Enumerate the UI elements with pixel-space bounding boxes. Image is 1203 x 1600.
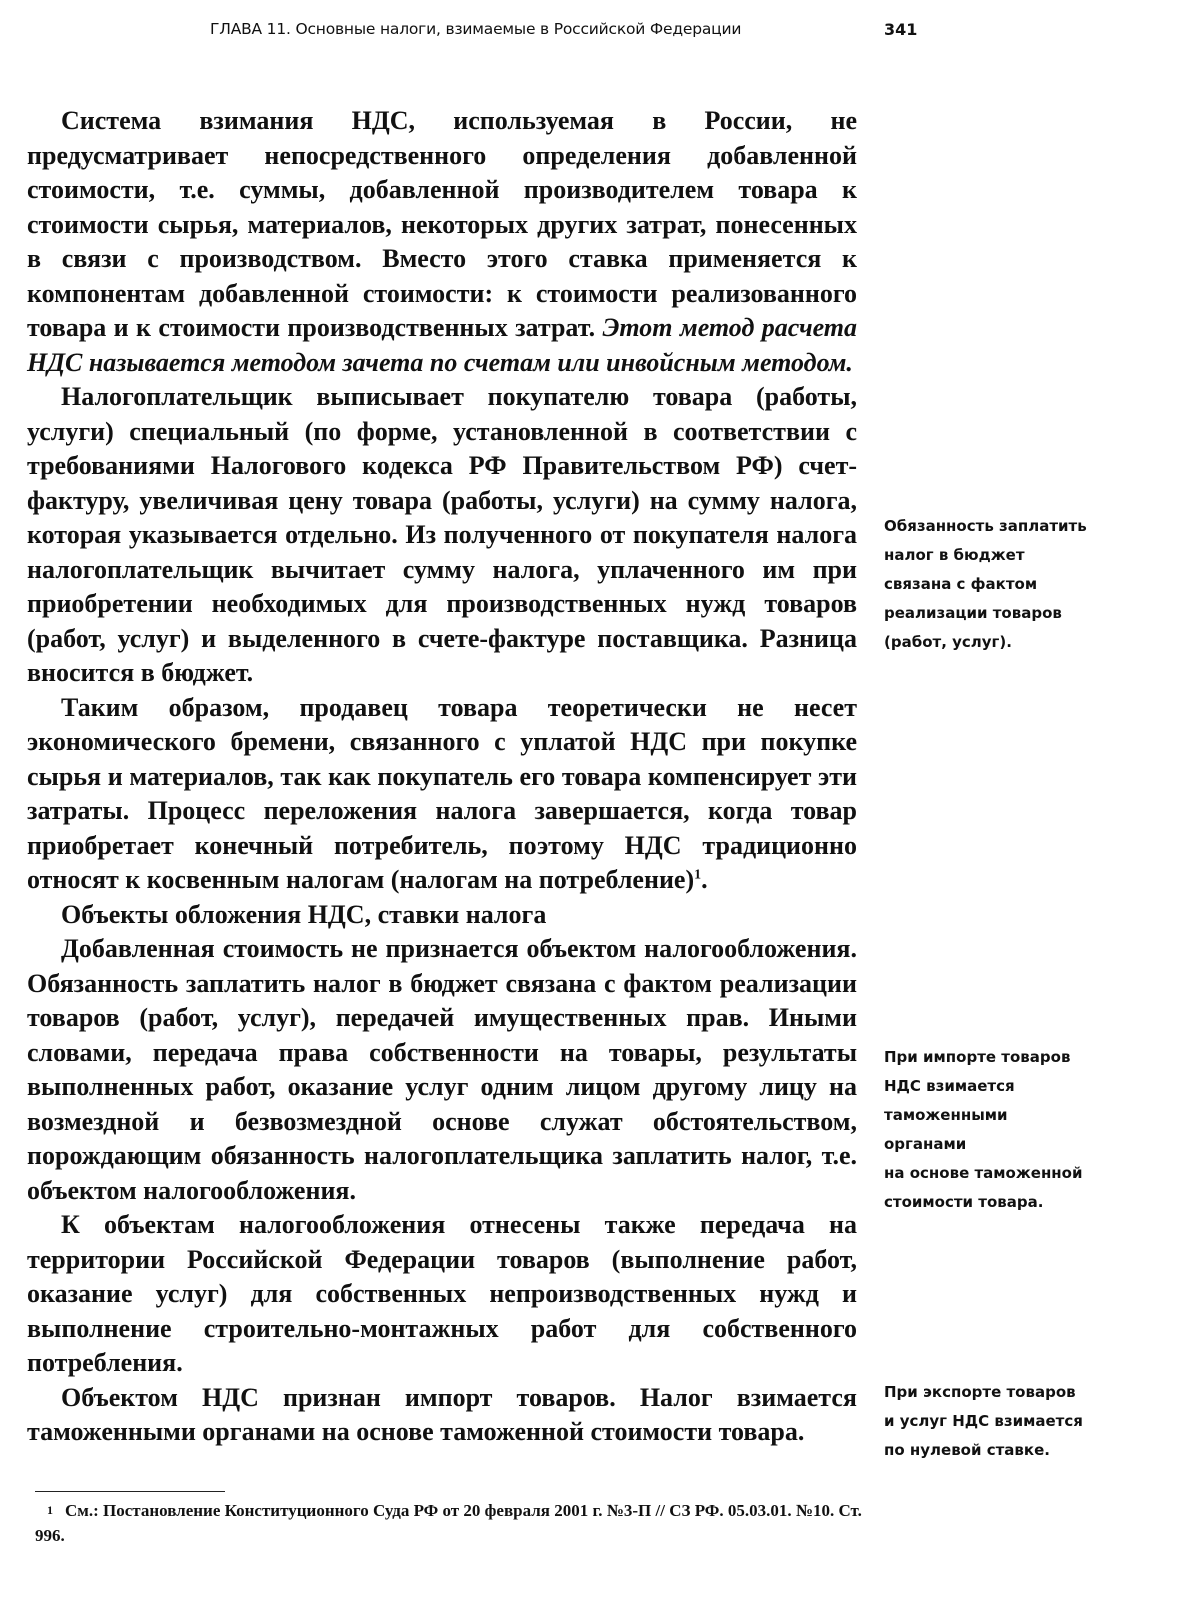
margin-note-3-text: При экспорте товаров и услуг НДС взимается по нулевой ставке. bbox=[884, 1383, 1083, 1459]
footnote bbox=[35, 1498, 865, 1548]
paragraph-1-text: Система взимания НДС, используемая в России, не предусматривает непосредственного определения добавленной стоимости, т.е. суммы, добавленной производителем товара к стоимости сырья, материалов, некоторых других затрат, понесенных в связи с производством. Вместо этого ставка применяется к компонентам добавленной стоимости: к стоимости реализованного товара и к стоимости производственных затрат. bbox=[27, 106, 857, 342]
paragraph-4: Добавленная стоимость не признается объектом налогообложения. Обязанность заплатить налог в бюджет связана с фактом реализации товаров (работ, услуг), передачей имущественных прав. Иными словами, передача права собственности на товары, результаты выполненных работ, оказание услуг одним лицом другому лицу на возмездной и безвозмездной основе служат обстоятельством, порождающим обязанность налогоплательщика заплатить налог, т.е. объектом налогообложения. bbox=[27, 934, 857, 1205]
running-head: ГЛАВА 11. Основные налоги, взимаемые в Российской Федерации bbox=[210, 20, 742, 38]
footnote-text: См.: Постановление Конституционного Суда РФ от 20 февраля 2001 г. №3-П // СЗ РФ. 05.03.01. №10. Ст. 996. bbox=[35, 1501, 862, 1545]
footnote-mark: 1 bbox=[47, 1503, 53, 1517]
margin-note-2-text: При импорте товаров НДС взимается таможенными органами на основе таможенной стоимости товара. bbox=[884, 1048, 1083, 1211]
page-header bbox=[0, 20, 1203, 50]
main-text bbox=[27, 104, 857, 1450]
footnote-reference[interactable]: 1 bbox=[694, 867, 702, 883]
footnote-divider bbox=[35, 1491, 225, 1492]
section-heading: Объекты обложения НДС, ставки налога bbox=[61, 899, 547, 929]
paragraph-2: Налогоплательщик выписывает покупателю товара (работы, услуги) специальный (по форме, установленной в соответствии с требованиями Налогового кодекса РФ Правительством РФ) счет-фактуру, увеличивая цену товара (работы, услуги) на сумму налога, которая указывается отдельно. Из полученного от покупателя налога налогоплательщик вычитает сумму налога, уплаченного им при приобретении необходимых для производственных нужд товаров (работ, услуг) и выделенного в счете-фактуре поставщика. Разница вносится в бюджет. bbox=[27, 382, 857, 687]
margin-note-1-text: Обязанность заплатить налог в бюджет связана с фактом реализации товаров (работ, услуг). bbox=[884, 517, 1087, 651]
paragraph-1-italic: Этот метод расчета НДС называется методом зачета по счетам или инвойсным методом. bbox=[27, 313, 858, 377]
page-number: 341 bbox=[884, 20, 918, 39]
margin-note-2 bbox=[884, 1043, 1124, 1217]
paragraph-6: Объектом НДС признан импорт товаров. Налог взимается таможенными органами на основе таможенной стоимости товара. bbox=[27, 1382, 857, 1446]
margin-note-3 bbox=[884, 1378, 1124, 1465]
margin-note-1 bbox=[884, 512, 1124, 657]
paragraph-3-end: . bbox=[701, 865, 708, 894]
paragraph-3 bbox=[27, 691, 857, 898]
paragraph-1 bbox=[27, 104, 857, 380]
paragraph-5: К объектам налогообложения отнесены также передача на территории Российской Федерации товаров (выполнение работ, оказание услуг) для собственных непроизводственных нужд и выполнение строительно-монтажных работ для собственного потребления. bbox=[27, 1210, 857, 1377]
paragraph-3-text: Таким образом, продавец товара теоретически не несет экономического бремени, связанного с уплатой НДС при покупке сырья и материалов, так как покупатель его товара компенсирует эти затраты. Процесс переложения налога завершается, когда товар приобретает конечный потребитель, поэтому НДС традиционно относят к косвенным налогам (налогам на потребление) bbox=[27, 692, 857, 894]
